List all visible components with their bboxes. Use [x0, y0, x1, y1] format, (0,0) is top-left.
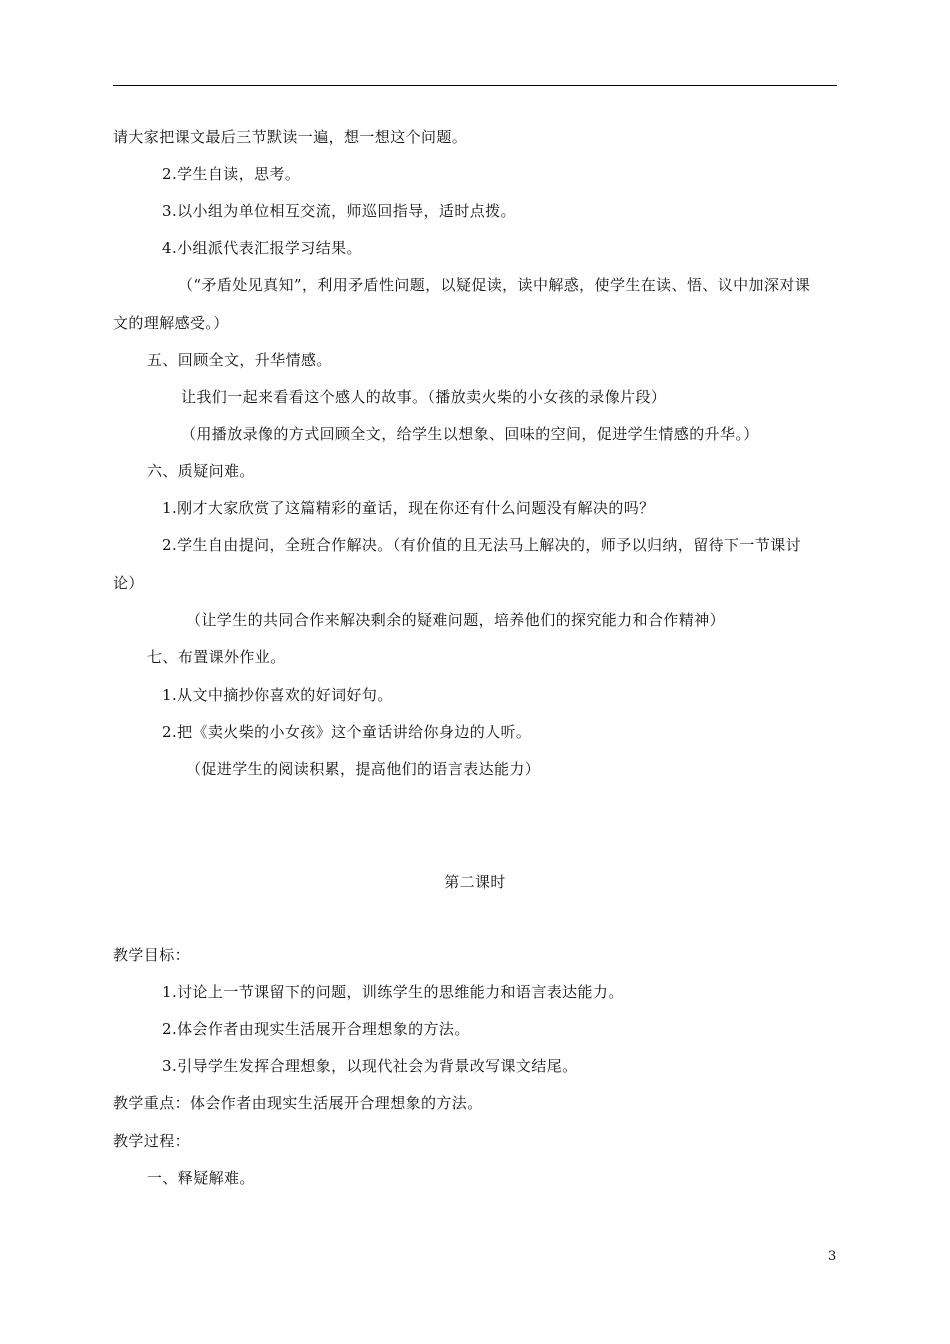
annotation-line: 文的理解感受。） [113, 314, 229, 332]
list-item: 3.引导学生发挥合理想象，以现代社会为背景改写课文结尾。 [162, 1057, 578, 1075]
teaching-goals-label: 教学目标： [113, 946, 191, 964]
lesson-title: 第二课时 [444, 873, 506, 891]
header-rule [113, 85, 837, 86]
annotation-line: （用播放录像的方式回顾全文，给学生以想象、回味的空间，促进学生情感的升华。） [181, 425, 759, 443]
annotation-line: （让学生的共同合作来解决剩余的疑难问题，培养他们的探究能力和合作精神） [186, 611, 726, 629]
section-heading: 五、回顾全文，升华情感。 [147, 351, 332, 369]
section-heading: 一、释疑解难。 [147, 1169, 255, 1187]
annotation-line: （“矛盾处见真知”，利用矛盾性问题，以疑促读，读中解惑，使学生在读、悟、议中加深对课 [178, 276, 811, 294]
list-item: 1.讨论上一节课留下的问题，训练学生的思维能力和语言表达能力。 [162, 983, 624, 1001]
paragraph-line: 请大家把课文最后三节默读一遍，想一想这个问题。 [113, 128, 468, 146]
list-item-continuation: 论） [113, 574, 144, 592]
list-item: 3.以小组为单位相互交流，师巡回指导，适时点拨。 [162, 202, 516, 220]
page-number: 3 [828, 1249, 837, 1264]
teaching-process-label: 教学过程： [113, 1132, 191, 1150]
list-item: 2.把《卖火柴的小女孩》这个童话讲给你身边的人听。 [162, 723, 532, 741]
list-item: 2.学生自读，思考。 [162, 165, 301, 183]
section-heading: 六、质疑问难。 [147, 462, 255, 480]
list-item: 1.从文中摘抄你喜欢的好词好句。 [162, 686, 393, 704]
list-item: 4.小组派代表汇报学习结果。 [162, 239, 362, 257]
teaching-focus: 教学重点：体会作者由现实生活展开合理想象的方法。 [113, 1094, 483, 1112]
list-item: 2.学生自由提问，全班合作解决。（有价值的且无法马上解决的，师予以归纳，留待下一节课讨 [162, 536, 802, 554]
list-item: 1.刚才大家欣赏了这篇精彩的童话，现在你还有什么问题没有解决的吗？ [162, 499, 655, 517]
section-heading: 七、布置课外作业。 [147, 648, 286, 666]
list-item: 2.体会作者由现实生活展开合理想象的方法。 [162, 1020, 470, 1038]
paragraph-line: 让我们一起来看看这个感人的故事。（播放卖火柴的小女孩的录像片段） [181, 388, 667, 406]
annotation-line: （促进学生的阅读积累，提高他们的语言表达能力） [186, 760, 541, 778]
